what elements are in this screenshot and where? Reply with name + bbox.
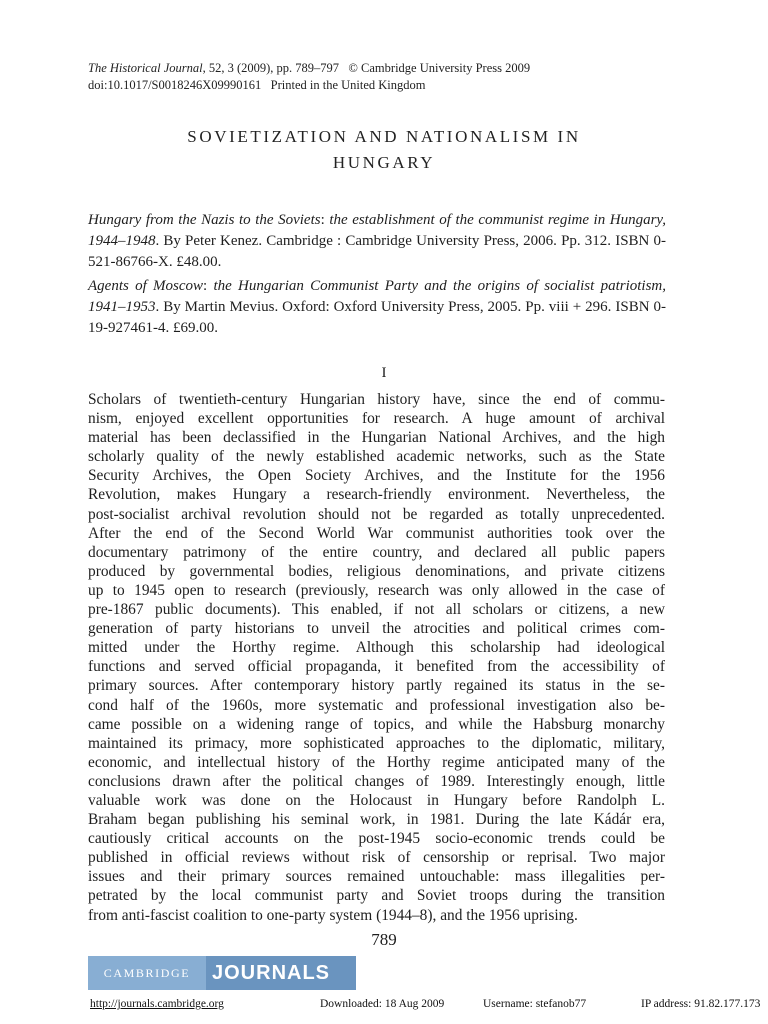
citation-line-2 <box>88 77 688 94</box>
body-line: functions and served official propaganda, it benefited from the accessibility of <box>88 658 665 676</box>
review-2-title-main: Agents of Moscow <box>88 278 203 294</box>
body-line: economic, and intellectual history of the Horthy regime anticipated many of the <box>88 753 665 771</box>
doi: doi:10.1017/S0018246X09990161 <box>88 78 262 92</box>
body-line: pre-1867 public documents). This enabled, if not all scholars or citizens, a new <box>88 601 665 619</box>
body-line: Braham began publishing his seminal work, in 1981. During the late Kádár era, <box>88 811 665 829</box>
body-line: cautiously critical accounts on the post-1945 socio-economic trends could be <box>88 830 665 848</box>
ip-address: IP address: 91.82.177.173 <box>641 998 761 1010</box>
download-date: Downloaded: 18 Aug 2009 <box>320 998 445 1010</box>
book-review-2 <box>88 276 666 339</box>
review-2-subtitle: the Hungarian Communist Party and the origins of socialist patriotism, <box>213 278 666 294</box>
body-line: primary sources. After contemporary history partly regained its status in the se- <box>88 677 665 695</box>
journal-name: The Historical Journal <box>88 61 203 75</box>
body-line: nism, enjoyed excellent opportunities for research. A huge amount of archival <box>88 410 665 428</box>
section-number: I <box>381 365 387 381</box>
review-1-isbn: Pp. 312. ISBN 0-521-86766-X. £48.00. <box>88 233 667 270</box>
body-line: mitted under the Horthy regime. Although this scholarship had ideological <box>88 639 665 657</box>
cambridge-logo-text: CAMBRIDGE <box>88 956 206 990</box>
copyright: © Cambridge University Press 2009 <box>348 61 531 75</box>
journals-url-link[interactable]: http://journals.cambridge.org <box>90 998 224 1010</box>
body-line: scholarly quality of the newly established academic networks, such as the State <box>88 448 665 466</box>
body-line: After the end of the Second World War communist authorities took over the <box>88 524 665 542</box>
body-line: conclusions drawn after the political changes of 1989. Interestingly enough, little <box>88 772 665 790</box>
body-line: petrated by the local communist party and Soviet troops during the transition <box>88 887 665 905</box>
article-title-line-2: HUNGARY <box>332 153 436 172</box>
body-line: generation of party historians to unveil the atrocities and political crimes com- <box>88 620 665 638</box>
body-line: documentary patrimony of the entire country, and declared all public papers <box>88 543 665 561</box>
review-1-title-sep: : <box>320 212 330 228</box>
body-line: produced by governmental bodies, religious denominations, and private citizens <box>88 562 665 580</box>
citation-line-1 <box>88 60 688 77</box>
review-2-years: 1941–1953 <box>88 299 156 315</box>
body-line: material has been declassified in the Hungarian National Archives, and the high <box>88 429 665 447</box>
body-line: valuable work was done on the Holocaust in Hungary before Randolph L. <box>88 791 665 809</box>
review-1-years: 1944–1948 <box>88 233 156 249</box>
review-1-subtitle: the establishment of the communist regime in Hungary, <box>329 212 666 228</box>
cambridge-journals-banner[interactable] <box>88 956 356 990</box>
body-line: cond half of the 1960s, more systematic and professional investigation also be- <box>88 696 665 714</box>
body-line: post-socialist archival revolution should not be regarded as totally unprecedented. <box>88 505 665 523</box>
article-title <box>88 124 680 176</box>
body-line: Revolution, makes Hungary a research-friendly environment. Nevertheless, the <box>88 486 665 504</box>
page-number: 789 <box>371 930 397 949</box>
printed-in: Printed in the United Kingdom <box>270 78 426 92</box>
body-line: Scholars of twentieth-century Hungarian history have, since the end of commu- <box>88 391 665 408</box>
citation-header <box>88 60 688 94</box>
body-line: from anti-fascist coalition to one-party system (1944–8), and the 1956 uprising. <box>88 906 578 924</box>
body-line: published in official reviews without risk of censorship or reprisal. Two major <box>88 849 665 867</box>
review-1-title-main: Hungary from the Nazis to the Soviets <box>88 212 321 228</box>
review-2-title-sep: : <box>203 278 214 294</box>
body-line: up to 1945 open to research (previously, research was only allowed in the case of <box>88 581 665 599</box>
article-title-line-1: SOVIETIZATION AND NATIONALISM IN <box>187 127 581 146</box>
book-review-1 <box>88 210 666 273</box>
journal-details: , 52, 3 (2009), pp. 789–797 <box>202 61 340 75</box>
body-line: issues and their primary sources remained untouchable: mass illegalities per- <box>88 868 665 886</box>
download-footer <box>0 998 768 1018</box>
review-2-publication: . By Martin Mevius. Oxford: Oxford University Press, 2005. Pp. viii + <box>155 299 582 315</box>
body-line: Security Archives, the Open Society Archives, and the Institute for the 1956 <box>88 467 665 485</box>
body-line: maintained its primacy, more sophisticated approaches to the diplomatic, military, <box>88 734 665 752</box>
body-paragraph <box>88 390 665 925</box>
body-line: came possible on a widening range of topics, and while the Habsburg monarchy <box>88 715 665 733</box>
review-1-publication: . By Peter Kenez. Cambridge : Cambridge University Press, 2006. <box>155 233 557 249</box>
username: Username: stefanob77 <box>483 998 587 1010</box>
review-2-isbn: 296. ISBN 0-19-927461-4. £69.00. <box>88 299 667 336</box>
journals-logo-text: JOURNALS <box>212 962 331 984</box>
